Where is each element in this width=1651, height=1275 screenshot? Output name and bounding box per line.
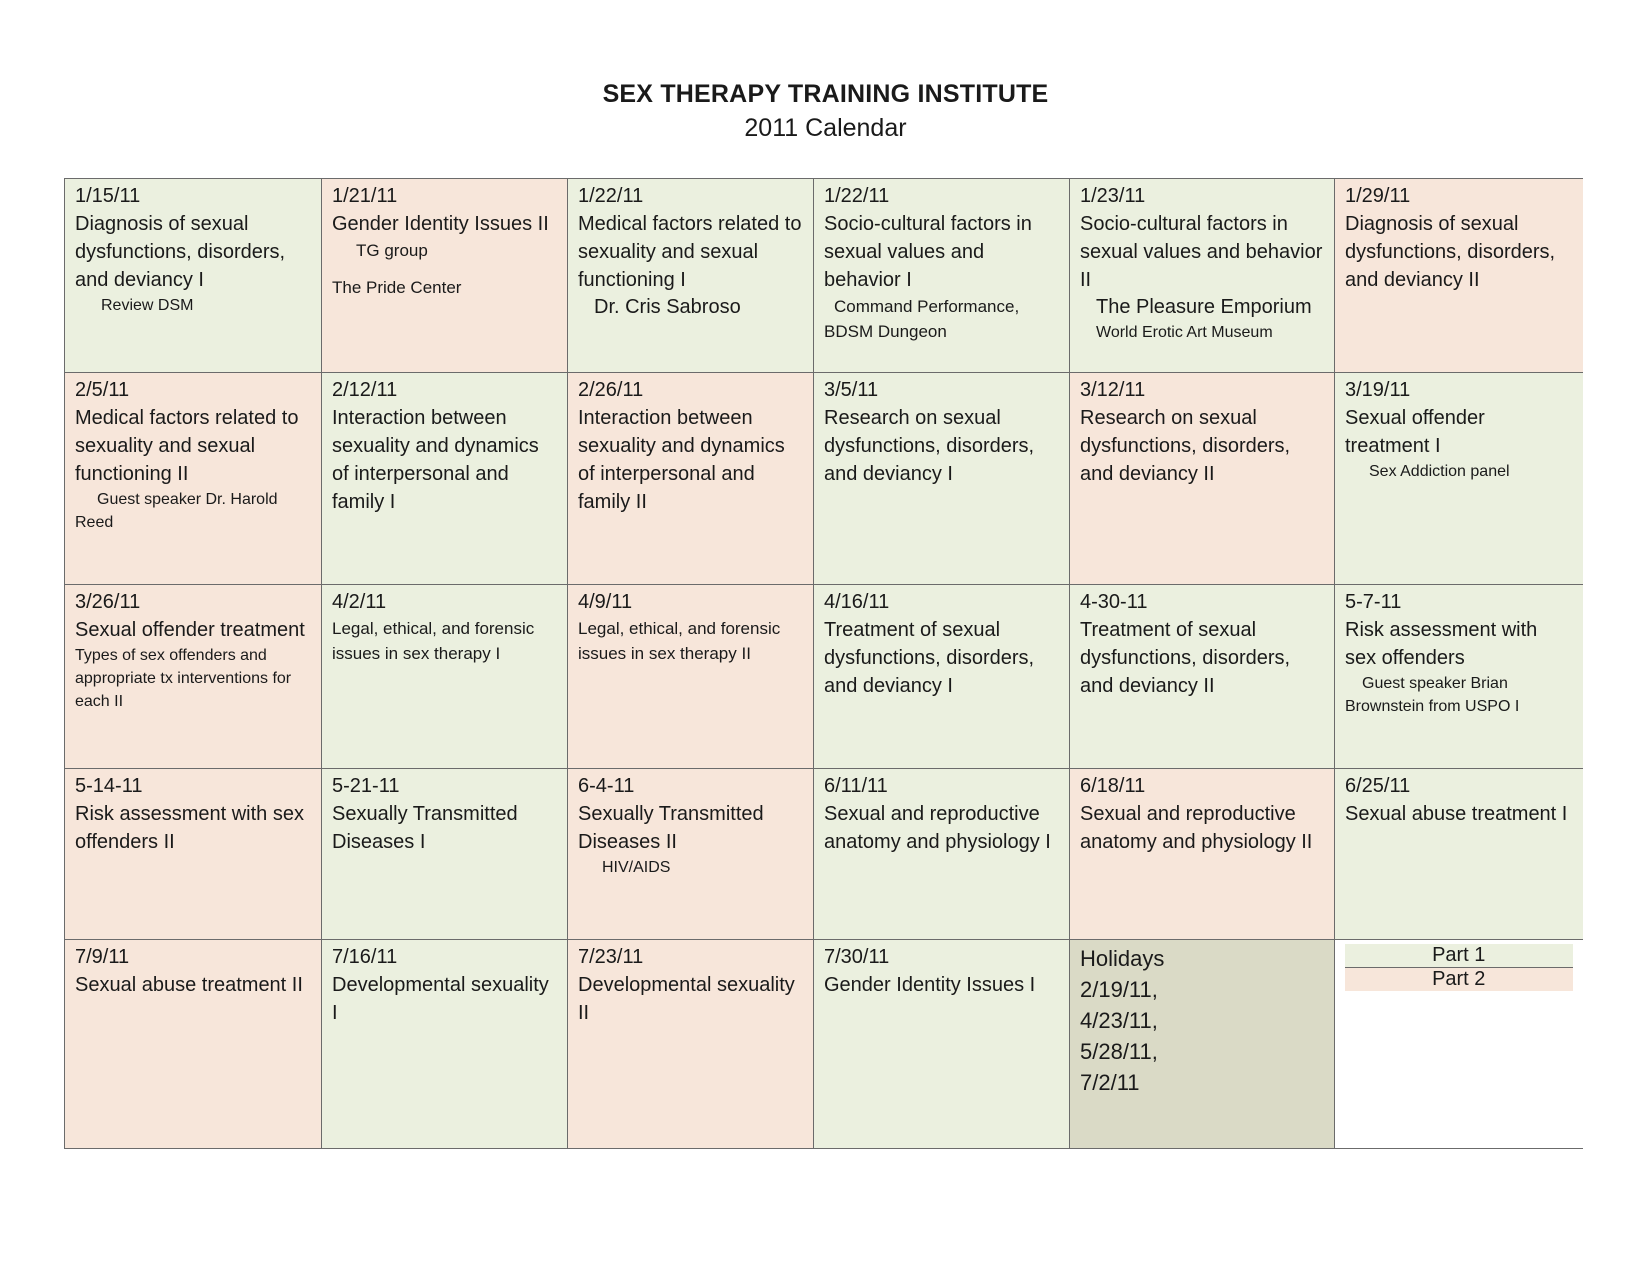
session-topic: Treatment of sexual dysfunctions, disorders, and deviancy II [1080, 619, 1291, 697]
session-topic: Developmental sexuality II [578, 974, 795, 1024]
session-topic: Sexual abuse treatment II [75, 974, 303, 996]
session-cell [568, 585, 814, 769]
session-cell [65, 585, 322, 769]
session-date: 2/12/11 [332, 379, 398, 401]
session-cell [568, 769, 814, 940]
session-cell [322, 940, 568, 1149]
session-cell [1335, 373, 1583, 585]
session-cell [322, 179, 568, 373]
session-cell [568, 373, 814, 585]
session-cell [65, 373, 322, 585]
session-topic: Developmental sexuality I [332, 974, 549, 1024]
session-date: 7/30/11 [824, 946, 890, 968]
session-date: 4/2/11 [332, 591, 387, 613]
session-date: 5-14-11 [75, 775, 143, 797]
session-cell [1070, 179, 1335, 373]
calendar-row [65, 373, 1583, 585]
session-note: Dr. Cris Sabroso [594, 296, 741, 318]
session-date: 4/16/11 [824, 591, 890, 613]
session-note: Review DSM [101, 297, 194, 314]
session-topic: Research on sexual dysfunctions, disorders, and deviancy II [1080, 407, 1291, 485]
holiday-date: 5/28/11, [1080, 1039, 1158, 1064]
session-cell [65, 769, 322, 940]
session-note: Guest speaker Brian Brownstein from USPO I [1345, 675, 1520, 715]
session-date: 1/22/11 [578, 185, 644, 207]
session-topic: Risk assessment with sex offenders II [75, 803, 304, 853]
session-topic: Socio-cultural factors in sexual values and behavior II [1080, 213, 1323, 291]
session-topic: Interaction between sexuality and dynamics of interpersonal and family I [332, 407, 539, 513]
session-date: 6/11/11 [824, 775, 888, 797]
session-date: 6/25/11 [1345, 775, 1411, 797]
session-note: TG group [356, 241, 428, 260]
session-cell [814, 769, 1070, 940]
session-cell [1335, 769, 1583, 940]
document-title: SEX THERAPY TRAINING INSTITUTE [602, 80, 1049, 108]
session-topic: Medical factors related to sexuality and sexual functioning I [578, 213, 802, 291]
session-topic: Treatment of sexual dysfunctions, disorders, and deviancy I [824, 619, 1035, 697]
session-cell [814, 179, 1070, 373]
session-date: 4-30-11 [1080, 591, 1148, 613]
session-cell [65, 940, 322, 1149]
session-date: 7/16/11 [332, 946, 398, 968]
session-topic: Gender Identity Issues I [824, 974, 1036, 996]
legend-cell [1335, 940, 1583, 1149]
session-date: 3/12/11 [1080, 379, 1146, 401]
holiday-date: 7/2/11 [1080, 1070, 1140, 1095]
session-date: 4/9/11 [578, 591, 633, 613]
session-note: World Erotic Art Museum [1096, 324, 1273, 341]
session-topic: Risk assessment with sex offenders [1345, 619, 1538, 669]
session-cell [322, 769, 568, 940]
calendar-row [65, 179, 1583, 373]
session-cell [1335, 179, 1583, 373]
session-date: 5-21-11 [332, 775, 400, 797]
calendar-row [65, 585, 1583, 769]
session-note: Types of sex offenders and appropriate tx interventions for each II [75, 647, 292, 710]
calendar-row [65, 769, 1583, 940]
session-topic: Research on sexual dysfunctions, disorders, and deviancy I [824, 407, 1035, 485]
legend [1345, 944, 1573, 991]
session-cell [568, 940, 814, 1149]
session-topic: Socio-cultural factors in sexual values and behavior I [824, 213, 1032, 291]
session-date: 7/9/11 [75, 946, 130, 968]
session-topic: Sexual and reproductive anatomy and physiology II [1080, 803, 1313, 853]
session-date: 3/5/11 [824, 379, 879, 401]
holidays-cell [1070, 940, 1335, 1149]
session-cell [1070, 769, 1335, 940]
session-date: 5-7-11 [1345, 591, 1402, 613]
session-note: The Pleasure Emporium [1096, 296, 1312, 318]
session-date: 3/19/11 [1345, 379, 1411, 401]
session-cell [814, 373, 1070, 585]
session-topic: Legal, ethical, and forensic issues in sex therapy II [578, 619, 781, 663]
session-cell [814, 940, 1070, 1149]
holiday-date: 4/23/11, [1080, 1008, 1158, 1033]
session-cell [1335, 585, 1583, 769]
session-topic: Legal, ethical, and forensic issues in sex therapy I [332, 619, 535, 663]
legend-part-1: Part 1 [1345, 944, 1573, 968]
session-cell [65, 179, 322, 373]
session-date: 6/18/11 [1080, 775, 1146, 797]
session-date: 1/29/11 [1345, 185, 1411, 207]
session-date: 1/15/11 [75, 185, 141, 207]
session-date: 2/5/11 [75, 379, 130, 401]
session-topic: Diagnosis of sexual dysfunctions, disorders, and deviancy I [75, 213, 286, 291]
session-note: The Pride Center [332, 278, 462, 297]
session-date: 6-4-11 [578, 775, 635, 797]
session-note: HIV/AIDS [602, 859, 671, 876]
session-cell [814, 585, 1070, 769]
session-note: Command Performance, BDSM Dungeon [824, 297, 1020, 341]
session-topic: Gender Identity Issues II [332, 213, 549, 235]
session-date: 1/22/11 [824, 185, 890, 207]
session-cell [1070, 585, 1335, 769]
session-cell [322, 585, 568, 769]
session-date: 2/26/11 [578, 379, 644, 401]
document-subtitle: 2011 Calendar [744, 114, 907, 142]
session-topic: Sexually Transmitted Diseases I [332, 803, 518, 853]
session-note: Guest speaker Dr. Harold Reed [75, 491, 278, 531]
calendar-row [65, 940, 1583, 1149]
session-cell [1070, 373, 1335, 585]
holiday-date: 2/19/11, [1080, 977, 1158, 1002]
session-topic: Medical factors related to sexuality and sexual functioning II [75, 407, 299, 485]
session-topic: Diagnosis of sexual dysfunctions, disorders, and deviancy II [1345, 213, 1556, 291]
session-date: 7/23/11 [578, 946, 644, 968]
session-cell [322, 373, 568, 585]
holidays-title: Holidays [1080, 946, 1165, 971]
document-header [0, 78, 1651, 146]
session-cell [568, 179, 814, 373]
session-topic: Interaction between sexuality and dynamics of interpersonal and family II [578, 407, 785, 513]
session-topic: Sexual and reproductive anatomy and physiology I [824, 803, 1051, 853]
session-date: 1/23/11 [1080, 185, 1146, 207]
session-note: Sex Addiction panel [1369, 463, 1510, 480]
session-date: 3/26/11 [75, 591, 141, 613]
session-topic: Sexually Transmitted Diseases II [578, 803, 764, 853]
calendar-table [64, 178, 1583, 1149]
session-date: 1/21/11 [332, 185, 398, 207]
session-topic: Sexual offender treatment I [1345, 407, 1485, 457]
session-topic: Sexual abuse treatment I [1345, 803, 1568, 825]
session-topic: Sexual offender treatment [75, 619, 305, 641]
legend-part-2: Part 2 [1345, 968, 1573, 991]
